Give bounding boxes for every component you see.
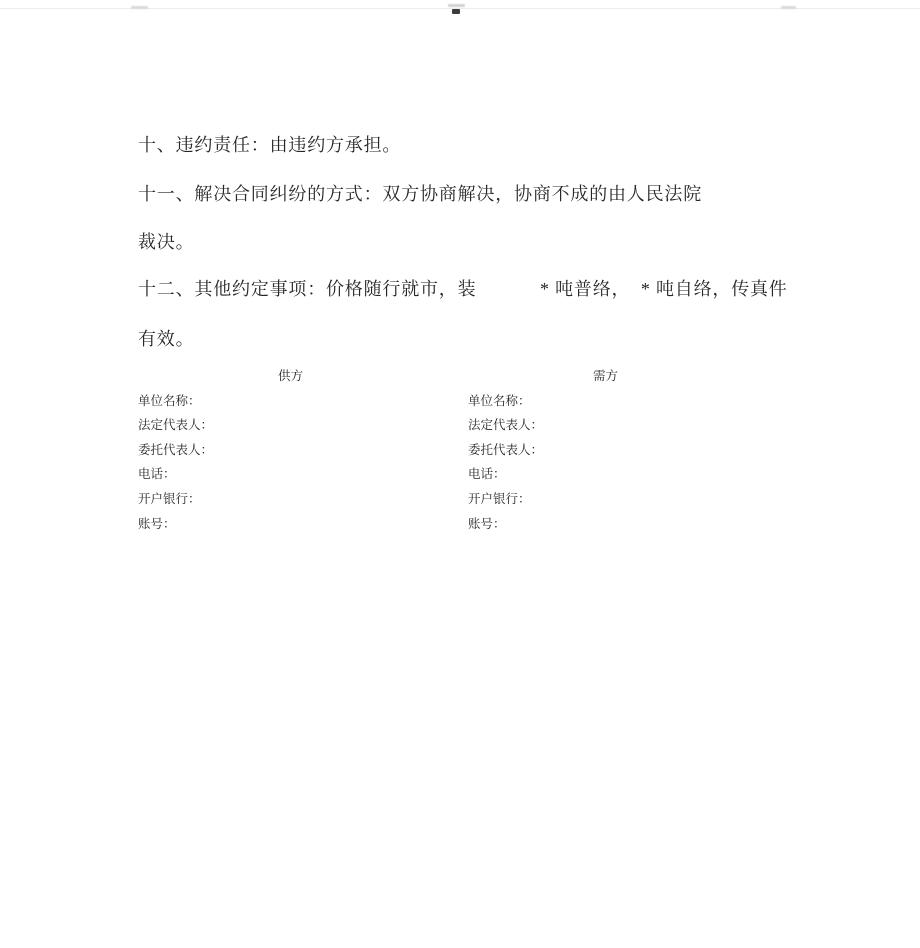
supplier-title: 供方 (278, 369, 304, 383)
buyer-field-deputy-rep: 委托代表人： (468, 442, 544, 457)
buyer-field-bank: 开户银行： (468, 491, 531, 506)
page-footer-mark (452, 9, 460, 14)
clause-11-continuation: 裁决。 (138, 232, 195, 252)
buyer-field-account: 账号： (468, 516, 506, 531)
supplier-field-account: 账号： (138, 516, 176, 531)
supplier-field-phone: 电话： (138, 467, 176, 482)
supplier-field-bank: 开户银行： (138, 491, 201, 506)
clause-11-dispute-resolution: 十一、解决合同纠纷的方式：双方协商解决，协商不成的由人民法院 (138, 184, 702, 204)
page-edge-artifact-left (131, 6, 148, 9)
signature-column-buyer (468, 364, 798, 536)
buyer-field-phone: 电话： (468, 467, 506, 482)
supplier-field-legal-rep: 法定代表人： (138, 418, 214, 433)
buyer-title: 需方 (593, 369, 619, 383)
page-edge-artifact-right (781, 6, 796, 9)
buyer-field-unit-name: 单位名称： (468, 393, 531, 408)
buyer-field-legal-rep: 法定代表人： (468, 418, 544, 433)
clause-10-breach-liability: 十、违约责任：由违约方承担。 (138, 135, 402, 155)
supplier-field-unit-name: 单位名称： (138, 393, 201, 408)
signature-column-supplier (138, 364, 468, 536)
page-edge-artifact-center (448, 4, 465, 7)
clause-12-continuation: 有效。 (138, 329, 195, 349)
supplier-field-deputy-rep: 委托代表人： (138, 442, 214, 457)
clause-12-other-terms: 十二、其他约定事项：价格随行就市，装 * 吨普络， * 吨自络，传真件 (138, 279, 788, 299)
